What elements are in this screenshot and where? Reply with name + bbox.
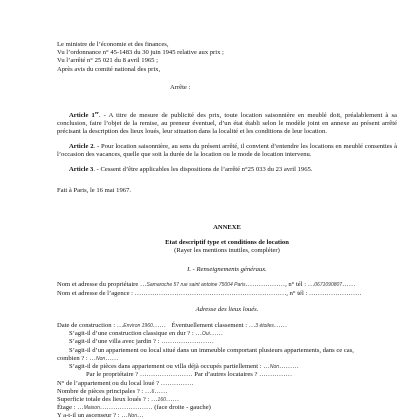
- question-occupied-row: S’agit-il de pièces dans appartement ou villa déjà occupés partiellement : …Non………: [69, 363, 299, 370]
- article-1-label: Article 1: [69, 112, 95, 119]
- owner-label: Nom et adresse du propriétaire: [57, 281, 139, 288]
- q9-suffix: (face droite - gauche): [154, 404, 211, 411]
- construction-label: Date de construction :: [57, 322, 116, 329]
- q7-value[interactable]: 6: [151, 389, 155, 395]
- annexe-subtitle-block: [57, 239, 397, 255]
- agency-row: [57, 290, 397, 298]
- preamble-line: Vu l’ordonnance n° 45-1483 du 30 juin 1945 relative aux prix ;: [57, 49, 224, 57]
- q9-value[interactable]: Maison: [83, 405, 100, 411]
- owner-row: Nom et adresse du propriétaire …Samaroche 57 rue saint antoine 75004 Paris………………, n° tél : …0671090807……: [57, 281, 356, 288]
- q3b-value[interactable]: Non: [96, 356, 106, 362]
- agency-label: Nom et adresse de l’agence :: [57, 290, 133, 297]
- article-1: [57, 109, 397, 137]
- annexe-subtitle: Etat descriptif type et conditions de location: [165, 239, 289, 246]
- q6-label: N° de l’appartement ou du local loué ?: [57, 380, 160, 387]
- article-3-text: . - Cessent d’être applicables les dispositions de l’arrêté n°25 033 du 23 avril 1965.: [93, 166, 313, 173]
- q4-label: S’agit-il de pièces dans appartement ou villa déjà occupés partiellement :: [69, 363, 262, 370]
- q1-value[interactable]: Oui: [201, 331, 210, 337]
- article-1-sup: er: [94, 109, 99, 115]
- section-address: Adresse des lieux loués.: [195, 306, 259, 313]
- agency-tel-label: n° tél :: [289, 290, 308, 297]
- rooms-row: Nombre de pièces principales ? : …6……: [57, 388, 168, 395]
- elevator-row: Y a-t-il un ascenseur ? : …Non…: [57, 412, 144, 419]
- q5-mid-dots[interactable]: ……………: [259, 371, 293, 378]
- preamble-line: Après avis du comité national des prix,: [57, 65, 161, 73]
- q10-label: Y a-t-il un ascenseur ? :: [57, 412, 120, 419]
- owner-value[interactable]: Samaroche 57 rue saint antoine 75004 Paris: [146, 282, 246, 288]
- q9-label: Étage :: [57, 404, 76, 411]
- preamble: [57, 41, 397, 74]
- article-2: [57, 143, 397, 159]
- apartment-number-row: [57, 380, 397, 388]
- article-3: [57, 166, 397, 174]
- question-construction-row: S’agit-il d’une construction classique en dur ? : …Oui……: [69, 330, 223, 337]
- q4-value[interactable]: Non: [269, 364, 280, 370]
- q8-label: Superficie totale des lieux loués ? :: [57, 396, 150, 403]
- question-appartement-row: S’agit-il d’un appartement ou local situé dans un immeuble comportant plusieurs appartements, dans ce cas,: [69, 347, 354, 354]
- q2-label: S’agit-il d’une villa avec jardin ? :: [69, 338, 160, 345]
- q5-dots[interactable]: ……………………: [139, 371, 193, 378]
- signature-line: Fait à Paris, le 16 mai 1967.: [57, 187, 131, 194]
- annexe-subtitle-note: (Rayer les mentions inutiles, compléter): [174, 247, 280, 255]
- annexe-title: ANNEXE: [213, 224, 241, 231]
- q6-dots[interactable]: ……………: [160, 380, 194, 387]
- owner-tel-value[interactable]: 0671090807: [314, 282, 343, 288]
- article-2-text: . - Pour location saisonnière, au sens du présent arrêté, il convient d’entendre les locations en meublé consenties à l’occasion des vacances, quelle que soit la durée de la location ou le mode de location intervenu.: [57, 143, 397, 159]
- q1-label: S’agit-il d’une construction classique en dur ? :: [69, 330, 194, 337]
- article-3-label: Article 3: [69, 166, 94, 173]
- article-2-label: Article 2: [69, 143, 94, 150]
- q10-value[interactable]: Non: [127, 413, 137, 419]
- classement-value[interactable]: 3 étoiles: [255, 323, 274, 329]
- article-1-text: . - A titre de mesure de publicité des prix, toute location saisonnière en meublé doit, préalablement à sa conclusion, faire l’objet de la remise, au preneur éventuel, d’un état établi selon le modèle joint en annexe au présent arrêté précisant la description des lieux loués, leur situation dans la localité et les conditions de leur location.: [57, 112, 397, 136]
- question-owner-row: [86, 371, 420, 379]
- q3b-label: combien ? :: [57, 355, 88, 362]
- construction-row: Date de construction : …Environ 1960…… Éventuellement classement : …3 étoiles……: [57, 322, 288, 329]
- agency-value-dots[interactable]: ……………………………………………………………,: [134, 290, 288, 297]
- agency-tel-dots[interactable]: ……………………: [308, 290, 362, 297]
- question-villa-row: [69, 338, 409, 346]
- q5-label: Par le propriétaire ?: [86, 371, 139, 378]
- classement-label: Éventuellement classement :: [171, 322, 248, 329]
- owner-tel-label: n° tél :: [288, 281, 307, 288]
- q8-value[interactable]: 160: [157, 397, 166, 403]
- area-row: Superficie totale des lieux loués ? : …160……: [57, 396, 180, 403]
- q7-label: Nombre de pièces principales ? :: [57, 388, 144, 395]
- section-general-info: I. - Renseignements généraux.: [187, 266, 267, 273]
- preamble-line: Le ministre de l’économie et des finances,: [57, 41, 169, 48]
- q5-mid-label: Par d’autres locataires ?: [194, 371, 258, 378]
- preamble-line: Vu l’arrêté n° 25 021 du 8 avril 1965 ;: [57, 57, 158, 65]
- floor-row: Étage : …Maison…………………… (face droite - gauche): [57, 404, 211, 411]
- question-combien-row: combien ? : …Non……: [57, 355, 119, 362]
- arrete-heading: Arrête :: [170, 84, 191, 91]
- construction-value[interactable]: Environ 1960: [123, 323, 153, 329]
- q2-dots[interactable]: ……………………: [161, 338, 214, 345]
